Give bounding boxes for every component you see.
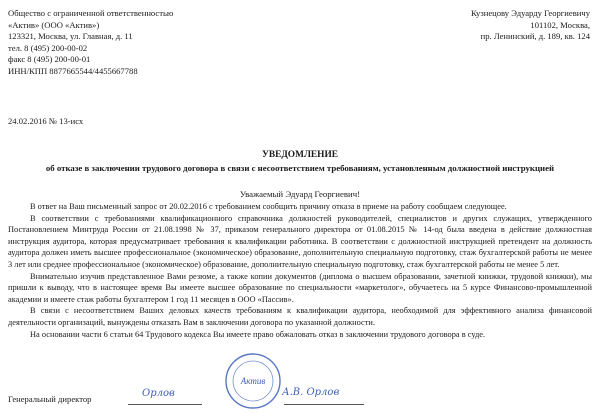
- handwritten-signature: Орлов: [142, 388, 175, 399]
- signatory-position: Генеральный директор: [8, 394, 92, 404]
- sender-line: ИНН/КПП 8877665544/4455667788: [8, 65, 138, 76]
- recipient-line: 101102, Москва,: [530, 19, 590, 30]
- paragraph: В связи с несоответствием Ваших деловых качеств требованиям к квалификации аудитора, необходимой для эффективного анализа финансовой деятельности организаций, вынуждены отказать Вам в заключении договора по указанной должности.: [8, 306, 592, 327]
- recipient-line: Кузнецову Эдуарду Георгиевичу: [470, 8, 590, 18]
- sender-line: «Актив» (ООО «Актив»): [8, 19, 100, 30]
- sender-block: [8, 8, 173, 78]
- recipient-line: пр. Ленинский, д. 189, кв. 124: [480, 31, 590, 42]
- recipient-block: [471, 8, 590, 43]
- paragraph: Внимательно изучив представленное Вами резюме, а также копии документов (диплома о высшем образовании, зачетной книжки, трудовой книжки), мы пришли к выводу, что в настоящее время Вы имеете высшее образование по специальности «маркетолог», обучаетесь на 5 курсе Финансово-промышленной академии и имеете стаж работы бухгалтером 1 год 11 месяцев в ООО «Пассив».: [8, 271, 592, 304]
- signature-line: [128, 404, 202, 405]
- paragraph: В ответ на Ваш письменный запрос от 20.02.2016 с требованием сообщить причину отказа в приеме на работу сообщаем следующее.: [30, 202, 507, 211]
- handwritten-name: А.В. Орлов: [282, 387, 340, 398]
- sender-line: 123321, Москва, ул. Главная, д. 11: [8, 31, 133, 42]
- document-subtitle: об отказе в заключении трудового договора в связи с несоответствием требованиям, установленным должностной инструкцией: [45, 163, 555, 173]
- sender-line: факс 8 (495) 200-00-01: [8, 54, 91, 65]
- document-reference: 24.02.2016 № 13-исх: [8, 116, 84, 126]
- document-title: УВЕДОМЛЕНИЕ: [261, 150, 339, 160]
- company-stamp: [224, 352, 282, 410]
- letter-body: [8, 201, 592, 340]
- paragraph: В соответствии с требованиями квалификационного справочника должностей руководителей, специалистов и других служащих, утвержденного Постановлением Минтруда России от 21.08.1998 № 37, приказом генерального директора от 01.08.2015 № 14-од была введена в действие должностная инструкция аудитора, которая предусматривает требования к квалификации работника. В соответствии с должностной инструкцией претендент на должность аудитора должен иметь высшее профессиональное (экономическое) образование, дополнительную специальную подготовку, стаж бухгалтерской работы не менее 3 лет или среднее профессиональное (экономическое) образование, дополнительную специальную подготовку, стаж бухгалтерской работы не менее 5 лет.: [8, 213, 592, 269]
- stamp-text: Актив: [240, 376, 266, 386]
- paragraph: На основании части 6 статьи 64 Трудового кодекса Вы имеете право обжаловать отказ в заключении трудового договора в суде.: [30, 329, 486, 339]
- signature-line: [284, 404, 364, 405]
- sender-line: тел. 8 (495) 200-00-02: [8, 42, 88, 53]
- sender-line: Общество с ограниченной ответственностью: [8, 8, 174, 18]
- greeting: Уважаемый Эдуард Георгиевич!: [239, 189, 361, 199]
